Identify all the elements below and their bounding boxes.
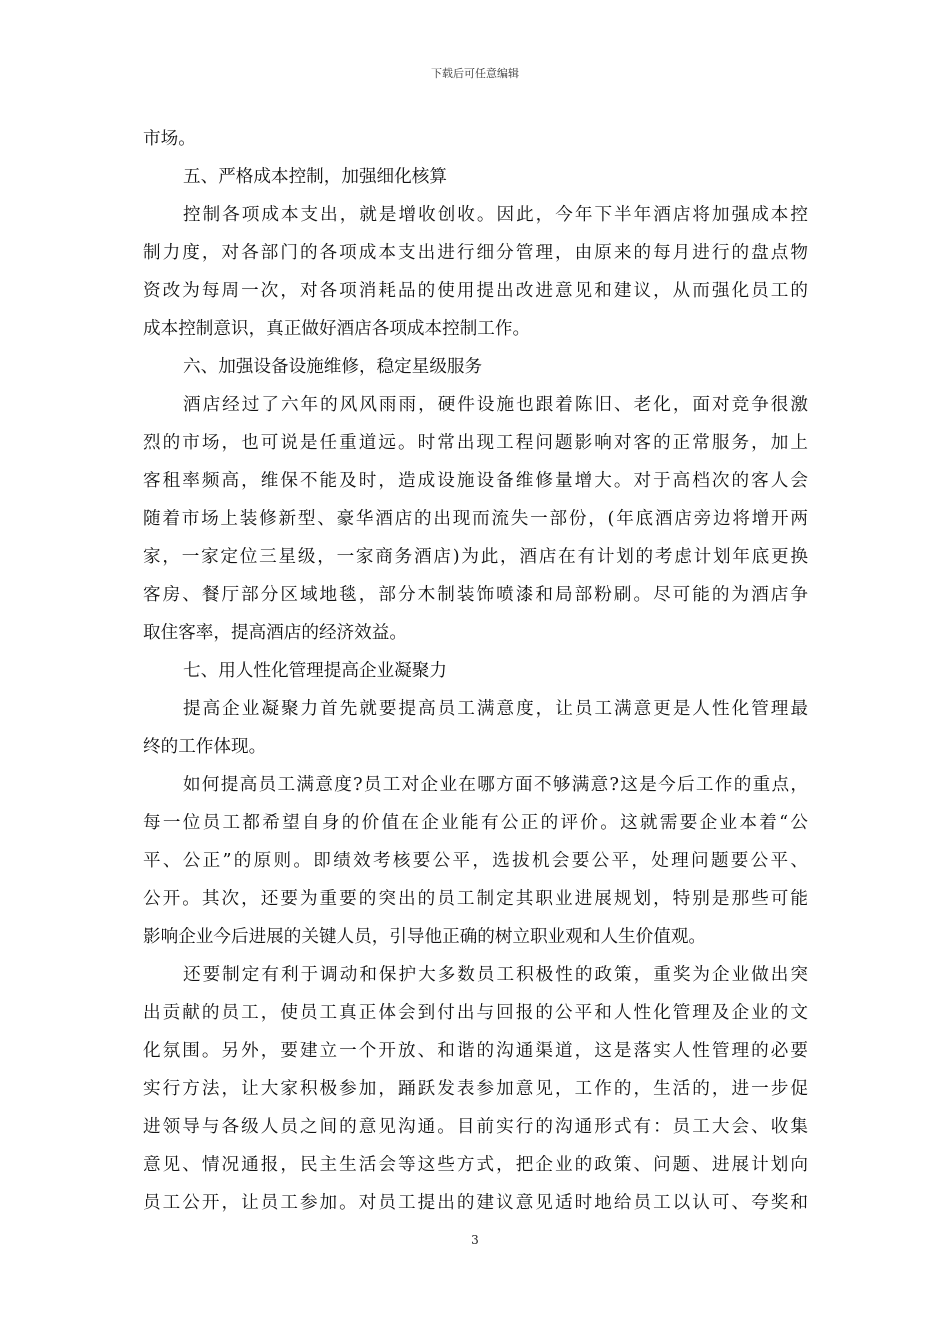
text-line: 提高企业凝聚力首先就要提高员工满意度，让员工满意更是人性化管理最 xyxy=(183,699,808,719)
document-body xyxy=(143,120,808,1222)
text-line: 影响企业今后进展的关键人员，引导他正确的树立职业观和人生价值观。 xyxy=(143,927,707,947)
text-line: 市场。 xyxy=(143,129,196,149)
text-line: 如何提高员工满意度?员工对企业在哪方面不够满意?这是今后工作的重点， xyxy=(183,775,808,795)
text-line: 意见、情况通报，民主生活会等这些方式，把企业的政策、问题、进展计划向 xyxy=(143,1155,808,1175)
text-line: 进领导与各级人员之间的意见沟通。目前实行的沟通形式有：员工大会、收集 xyxy=(143,1117,808,1137)
page-header: 下载后可任意编辑 xyxy=(431,67,519,80)
text-line: 酒店经过了六年的风风雨雨，硬件设施也跟着陈旧、老化，面对竞争很激 xyxy=(183,395,808,415)
page-number: 3 xyxy=(471,1233,479,1247)
text-line: 终的工作体现。 xyxy=(143,737,267,757)
text-line: 客租率频高，维保不能及时，造成设施设备维修量增大。对于高档次的客人会 xyxy=(143,471,808,491)
text-line: 随着市场上装修新型、豪华酒店的出现而流失一部份，(年底酒店旁边将增开两 xyxy=(143,509,808,529)
text-line: 烈的市场，也可说是任重道远。时常出现工程问题影响对客的正常服务，加上 xyxy=(143,433,808,453)
section-heading: 六、加强设备设施维修，稳定星级服务 xyxy=(183,357,483,377)
text-line: 制力度，对各部门的各项成本支出进行细分管理，由原来的每月进行的盘点物 xyxy=(143,243,808,263)
text-line: 员工公开，让员工参加。对员工提出的建议意见适时地给员工以认可、夸奖和 xyxy=(143,1193,808,1213)
text-line: 资改为每周一次，对各项消耗品的使用提出改进意见和建议，从而强化员工的 xyxy=(143,281,808,301)
text-line: 成本控制意识，真正做好酒店各项成本控制工作。 xyxy=(143,319,531,339)
text-line: 出贡献的员工，使员工真正体会到付出与回报的公平和人性化管理及企业的文 xyxy=(143,1003,808,1023)
text-line: 化氛围。另外，要建立一个开放、和谐的沟通渠道，这是落实人性管理的必要 xyxy=(143,1041,808,1061)
text-line: 家，一家定位三星级，一家商务酒店)为此，酒店在有计划的考虑计划年底更换 xyxy=(143,547,808,567)
text-line: 每一位员工都希望自身的价值在企业能有公正的评价。这就需要企业本着“公 xyxy=(143,813,808,833)
text-line: 平、公正”的原则。即绩效考核要公平，选拔机会要公平，处理问题要公平、 xyxy=(143,851,808,871)
text-line: 控制各项成本支出，就是增收创收。因此，今年下半年酒店将加强成本控 xyxy=(183,205,808,225)
section-heading: 七、用人性化管理提高企业凝聚力 xyxy=(183,661,447,681)
section-heading: 五、严格成本控制，加强细化核算 xyxy=(183,167,447,187)
text-line: 客房、餐厅部分区域地毯，部分木制装饰喷漆和局部粉刷。尽可能的为酒店争 xyxy=(143,585,808,605)
text-line: 取住客率，提高酒店的经济效益。 xyxy=(143,623,407,643)
text-line: 实行方法，让大家积极参加，踊跃发表参加意见，工作的，生活的，进一步促 xyxy=(143,1079,808,1099)
text-line: 还要制定有利于调动和保护大多数员工积极性的政策，重奖为企业做出突 xyxy=(183,965,808,985)
text-line: 公开。其次，还要为重要的突出的员工制定其职业进展规划，特别是那些可能 xyxy=(143,889,808,909)
